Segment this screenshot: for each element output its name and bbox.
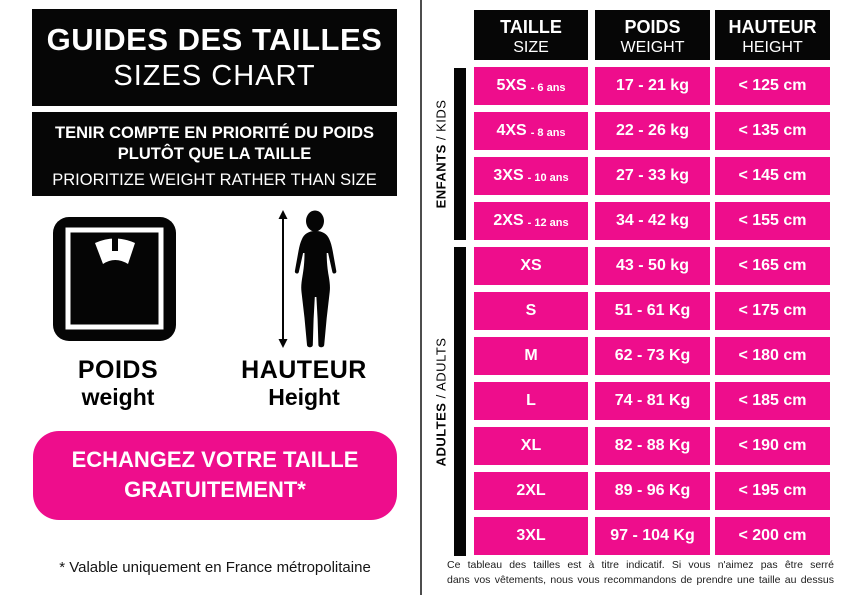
vertical-divider (420, 0, 422, 595)
table-row (474, 517, 830, 555)
height-cell: < 185 cm (715, 382, 830, 420)
height-cell: < 125 cm (715, 67, 830, 105)
kids-label-fr: ENFANTS (433, 144, 449, 209)
table-row (474, 112, 830, 150)
height-header-fr: HAUTEUR (728, 17, 817, 37)
notice-fr-line2: PLUTÔT QUE LA TAILLE (117, 145, 312, 163)
size-column-header (474, 10, 588, 60)
table-header-row (474, 10, 830, 60)
height-column-header (715, 10, 830, 60)
height-cell: < 165 cm (715, 247, 830, 285)
weight-caption-en: weight (81, 384, 155, 410)
weight-cell: 74 - 81 Kg (595, 382, 710, 420)
table-row (474, 292, 830, 330)
height-cell: < 155 cm (715, 202, 830, 240)
height-caption-fr: HAUTEUR (241, 356, 367, 384)
height-cell: < 195 cm (715, 472, 830, 510)
weight-caption-fr: POIDS (77, 356, 159, 384)
bathroom-scale-icon (53, 217, 176, 341)
table-row (474, 67, 830, 105)
human-height-icon (276, 210, 340, 348)
page-subtitle: SIZES CHART (113, 60, 316, 92)
weight-cell: 97 - 104 Kg (595, 517, 710, 555)
kids-group-label (434, 100, 449, 209)
adults-label-fr: ADULTES (433, 402, 449, 467)
weight-cell: 51 - 61 Kg (595, 292, 710, 330)
weight-cell: 34 - 42 kg (595, 202, 710, 240)
table-row (474, 157, 830, 195)
weight-cell: 43 - 50 kg (595, 247, 710, 285)
height-caption-en: Height (268, 384, 340, 410)
kids-label-en: KIDS (433, 99, 449, 132)
size-cell: XL (474, 427, 588, 465)
weight-cell: 89 - 96 Kg (595, 472, 710, 510)
weight-cell: 62 - 73 Kg (595, 337, 710, 375)
size-cell: 4XS - 8 ans (474, 112, 588, 150)
size-header-en: SIZE (513, 39, 549, 56)
height-cell: < 180 cm (715, 337, 830, 375)
weight-header-fr: POIDS (624, 17, 681, 37)
free-exchange-button[interactable] (33, 431, 397, 520)
weight-header-en: WEIGHT (620, 39, 685, 56)
height-header-en: HEIGHT (742, 39, 803, 56)
kids-label-sep: / (433, 131, 449, 145)
size-cell: 2XS - 12 ans (474, 202, 588, 240)
title-banner (32, 9, 397, 106)
footnote: * Valable uniquement en France métropolitaine (59, 559, 371, 576)
size-cell: 3XS - 10 ans (474, 157, 588, 195)
weight-cell: 27 - 33 kg (595, 157, 710, 195)
table-row (474, 247, 830, 285)
height-cell: < 135 cm (715, 112, 830, 150)
disclaimer-line1: Ce tableau des tailles est à titre indicatif. Si vous n'aimez pas être serré (447, 559, 834, 571)
size-cell: 3XL (474, 517, 588, 555)
adults-group-label (434, 338, 449, 467)
height-cell: < 190 cm (715, 427, 830, 465)
height-cell: < 200 cm (715, 517, 830, 555)
table-row (474, 472, 830, 510)
notice-banner (32, 112, 397, 196)
size-cell: M (474, 337, 588, 375)
disclaimer-line2: dans vos vêtements, nous vous recommandons de prendre une taille au dessus (447, 574, 834, 586)
weight-caption (43, 357, 193, 410)
page-title: GUIDES DES TAILLES (46, 22, 383, 57)
weight-cell: 22 - 26 kg (595, 112, 710, 150)
height-caption (229, 357, 379, 410)
table-row (474, 382, 830, 420)
size-cell: 5XS - 6 ans (474, 67, 588, 105)
weight-cell: 82 - 88 Kg (595, 427, 710, 465)
table-row (474, 427, 830, 465)
weight-cell: 17 - 21 kg (595, 67, 710, 105)
notice-en: PRIORITIZE WEIGHT RATHER THAN SIZE (52, 171, 377, 189)
height-cell: < 175 cm (715, 292, 830, 330)
adults-group-bar (454, 247, 466, 556)
free-exchange-line1: ECHANGEZ VOTRE TAILLE (71, 447, 359, 472)
size-cell: XS (474, 247, 588, 285)
size-header-fr: TAILLE (500, 17, 562, 37)
height-cell: < 145 cm (715, 157, 830, 195)
adults-label-sep: / (433, 390, 449, 403)
size-cell: L (474, 382, 588, 420)
notice-fr-line1: TENIR COMPTE EN PRIORITÉ DU POIDS (54, 124, 375, 142)
table-row (474, 337, 830, 375)
size-cell: S (474, 292, 588, 330)
weight-column-header (595, 10, 710, 60)
disclaimer (447, 558, 834, 588)
free-exchange-line2: GRATUITEMENT* (124, 477, 306, 502)
size-cell: 2XL (474, 472, 588, 510)
table-row (474, 202, 830, 240)
kids-group-bar (454, 68, 466, 240)
adults-label-en: ADULTS (433, 337, 449, 391)
